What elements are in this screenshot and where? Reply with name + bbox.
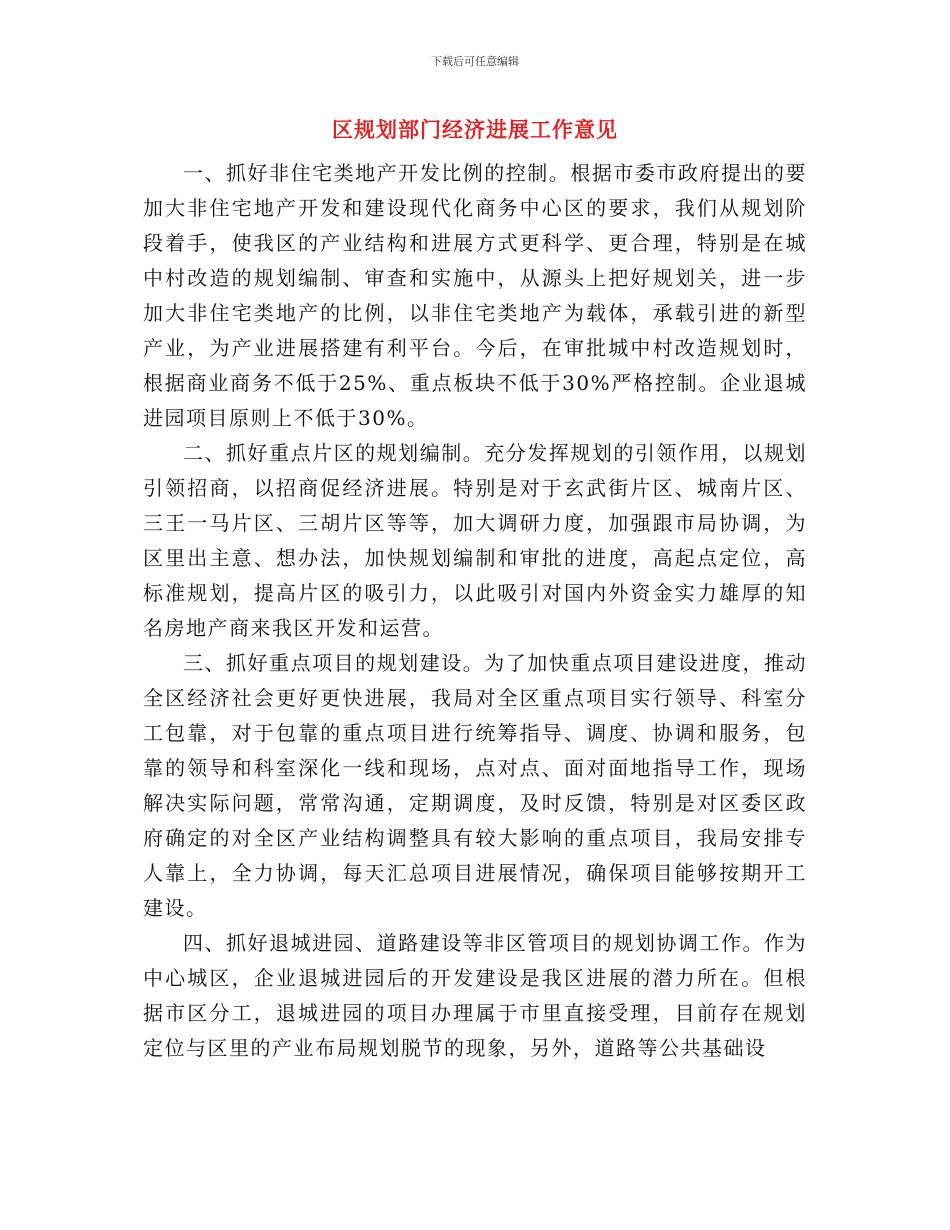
- header-note: 下载后可任意编辑: [431, 55, 519, 68]
- paragraph-4: 四、抓好退城进园、道路建设等非区管项目的规划协调工作。作为中心城区，企业退城进园后的开发建设是我区进展的潜力所在。但根据市区分工，退城进园的项目办理属于市里直接受理，目前存在规划定位与区里的产业布局规划脱节的现象，另外，道路等公共基础设: [143, 931, 807, 1060]
- paragraph-2: 二、抓好重点片区的规划编制。充分发挥规划的引领作用，以规划引领招商，以招商促经济进展。特别是对于玄武街片区、城南片区、三王一马片区、三胡片区等等，加大调研力度，加强跟市局协调，为区里出主意、想办法，加快规划编制和审批的进度，高起点定位，高标准规划，提高片区的吸引力，以此吸引对国内外资金实力雄厚的知名房地产商来我区开发和运营。: [143, 441, 807, 640]
- paragraph-1: 一、抓好非住宅类地产开发比例的控制。根据市委市政府提出的要加大非住宅地产开发和建设现代化商务中心区的要求，我们从规划阶段着手，使我区的产业结构和进展方式更科学、更合理，特别是在城中村改造的规划编制、审查和实施中，从源头上把好规划关，进一步加大非住宅类地产的比例，以非住宅类地产为载体，承载引进的新型产业，为产业进展搭建有利平台。今后，在审批城中村改造规划时，根据商业商务不低于25%、重点板块不低于30%严格控制。企业退城进园项目原则上不低于30%。: [143, 161, 807, 430]
- document-body: [143, 156, 807, 1066]
- document-title: 区规划部门经济进展工作意见: [332, 118, 618, 142]
- paragraph-3: 三、抓好重点项目的规划建设。为了加快重点项目建设进度，推动全区经济社会更好更快进展，我局对全区重点项目实行领导、科室分工包靠，对于包靠的重点项目进行统筹指导、调度、协调和服务，包靠的领导和科室深化一线和现场，点对点、面对面地指导工作，现场解决实际问题，常常沟通，定期调度，及时反馈，特别是对区委区政府确定的对全区产业结构调整具有较大影响的重点项目，我局安排专人靠上，全力协调，每天汇总项目进展情况，确保项目能够按期开工建设。: [143, 651, 807, 920]
